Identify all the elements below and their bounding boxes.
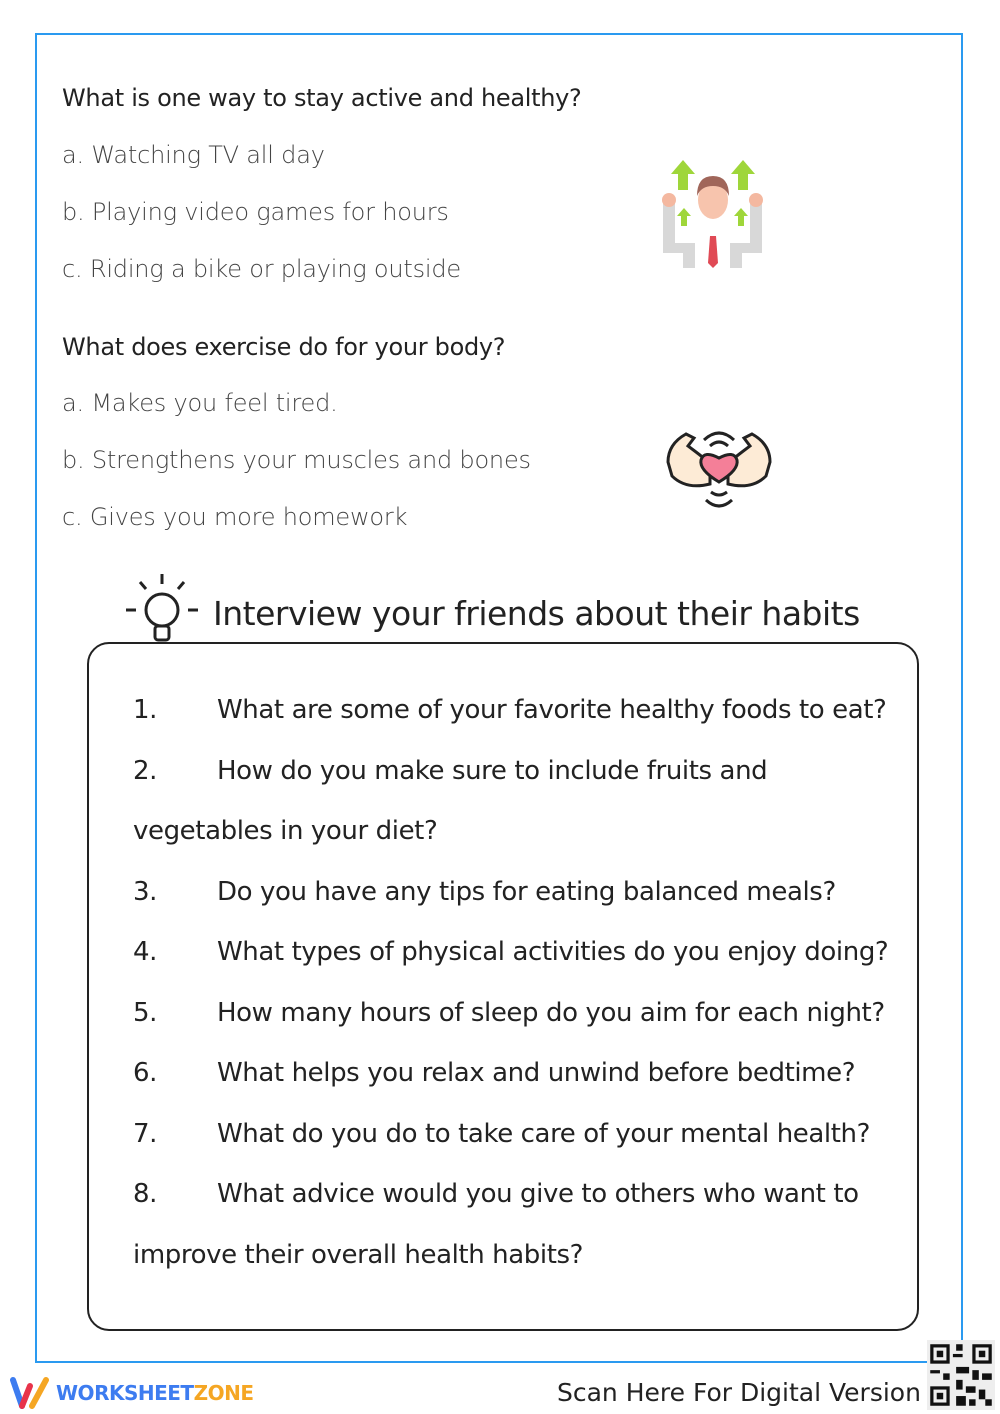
active-person-icon (655, 158, 770, 270)
worksheetzone-logo[interactable]: WORKSHEET ZONE (10, 1376, 253, 1410)
question-2: What does exercise do for your body? (62, 333, 506, 361)
interview-box (87, 642, 919, 1331)
list-item-continuation: improve their overall health habits? (133, 1240, 584, 1270)
list-item: 8. What advice would you give to others who want to (133, 1179, 859, 1209)
question-1: What is one way to stay active and healthy? (62, 84, 582, 112)
list-item: 3. Do you have any tips for eating balanced meals? (133, 877, 836, 907)
option-2a: a. Makes you feel tired. (62, 389, 338, 417)
interview-title: Interview your friends about their habits (213, 594, 860, 633)
logo-w-icon (10, 1376, 50, 1410)
option-1a: a. Watching TV all day (62, 141, 325, 169)
scan-text: Scan Here For Digital Version (557, 1378, 921, 1407)
list-item: 7. What do you do to take care of your mental health? (133, 1119, 871, 1149)
list-item: 4. What types of physical activities do you enjoy doing? (133, 937, 889, 967)
option-2b: b. Strengthens your muscles and bones (62, 446, 531, 474)
list-item: 1. What are some of your favorite healthy foods to eat? (133, 695, 887, 725)
list-item: 2. How do you make sure to include fruits and (133, 756, 768, 786)
option-1b: b. Playing video games for hours (62, 198, 449, 226)
strong-heart-icon (664, 424, 774, 512)
option-2c: c. Gives you more homework (62, 503, 408, 531)
list-item: 5. How many hours of sleep do you aim for each night? (133, 998, 885, 1028)
list-item-continuation: vegetables in your diet? (133, 816, 438, 846)
option-1c: c. Riding a bike or playing outside (62, 255, 461, 283)
lightbulb-icon (122, 572, 202, 648)
list-item: 6. What helps you relax and unwind before bedtime? (133, 1058, 856, 1088)
qr-code-icon[interactable] (927, 1340, 995, 1410)
